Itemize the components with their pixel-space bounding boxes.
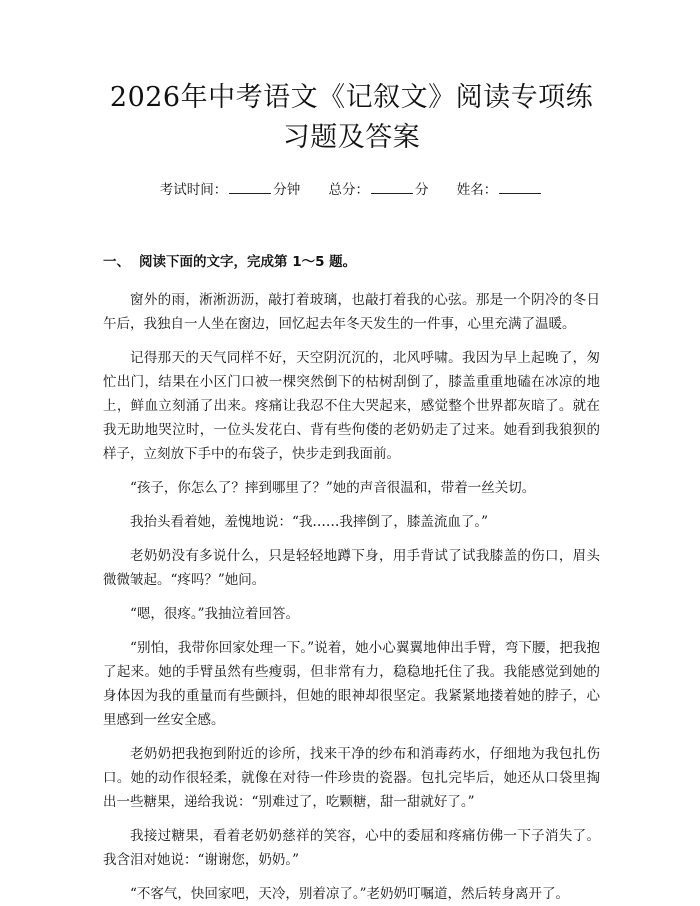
passage-paragraph-1: 窗外的雨，淅淅沥沥，敲打着玻璃，也敲打着我的心弦。那是一个阴冷的冬日午后，我独自一人坐在窗边，回忆起去年冬天发生的一件事，心里充满了温暖。 — [103, 292, 600, 332]
passage-paragraph-9: 我接过糖果，看着老奶奶慈祥的笑容，心中的委屈和疼痛仿佛一下子消失了。我含泪对她说：“谢谢您，奶奶。” — [103, 828, 600, 868]
section-number: 一、 — [103, 254, 130, 270]
exam-time-field — [160, 180, 301, 200]
passage-paragraph-10: “不客气，快回家吧，天冷，别着凉了。”老奶奶叮嘱道，然后转身离开了。 — [130, 886, 570, 902]
exam-time-label: 考试时间： — [159, 182, 228, 198]
exam-info-line — [103, 180, 600, 200]
student-name-field — [457, 180, 544, 200]
passage-paragraph-5: 老奶奶没有多说什么，只是轻轻地蹲下身，用手背试了试我膝盖的伤口，眉头微微皱起。“疼吗？”她问。 — [103, 548, 600, 588]
total-score-unit: 分 — [415, 182, 429, 198]
section-instruction: 阅读下面的文字，完成第 1～5 题。 — [139, 254, 357, 270]
passage-paragraph-3: “孩子，你怎么了？摔到哪里了？”她的声音很温和，带着一丝关切。 — [130, 480, 536, 496]
passage-paragraph-6: “嗯，很疼。”我抽泣着回答。 — [130, 606, 300, 622]
passage-paragraph-8: 老奶奶把我抱到附近的诊所，找来干净的纱布和消毒药水，仔细地为我包扎伤口。她的动作很轻柔，就像在对待一件珍贵的瓷器。包扎完毕后，她还从口袋里掏出一些糖果，递给我说：“别难过了，吃颗糖，甜一甜就好了。” — [103, 746, 600, 810]
passage-paragraph-7: “别怕，我带你回家处理一下。”说着，她小心翼翼地伸出手臂，弯下腰，把我抱了起来。她的手臂虽然有些瘦弱，但非常有力，稳稳地托住了我。我能感觉到她的身体因为我的重量而有些颤抖，但她的眼神却很坚定。我紧紧地搂着她的脖子，心里感到一丝安全感。 — [103, 640, 600, 728]
section-heading — [103, 252, 600, 272]
total-score-blank — [371, 181, 413, 194]
exam-time-blank — [229, 181, 271, 194]
document-title: 2026年中考语文《记叙文》阅读专项练习题及答案 — [109, 82, 594, 153]
passage-paragraph-4: 我抬头看着她，羞愧地说：“我……我摔倒了，膝盖流血了。” — [130, 514, 489, 530]
student-name-label: 姓名： — [456, 182, 498, 198]
student-name-blank — [499, 181, 541, 194]
total-score-field — [329, 180, 429, 200]
total-score-label: 总分： — [328, 182, 369, 198]
exam-time-unit: 分钟 — [273, 182, 301, 198]
passage-paragraph-2: 记得那天的天气同样不好，天空阴沉沉的，北风呼啸。我因为早上起晚了，匆忙出门，结果在小区门口被一棵突然倒下的枯树刮倒了，膝盖重重地磕在冰凉的地上，鲜血立刻涌了出来。疼痛让我忍不住大哭起来，感觉整个世界都灰暗了。就在我无助地哭泣时，一位头发花白、背有些佝偻的老奶奶走了过来。她看到我狼狈的样子，立刻放下手中的布袋子，快步走到我面前。 — [103, 350, 600, 462]
